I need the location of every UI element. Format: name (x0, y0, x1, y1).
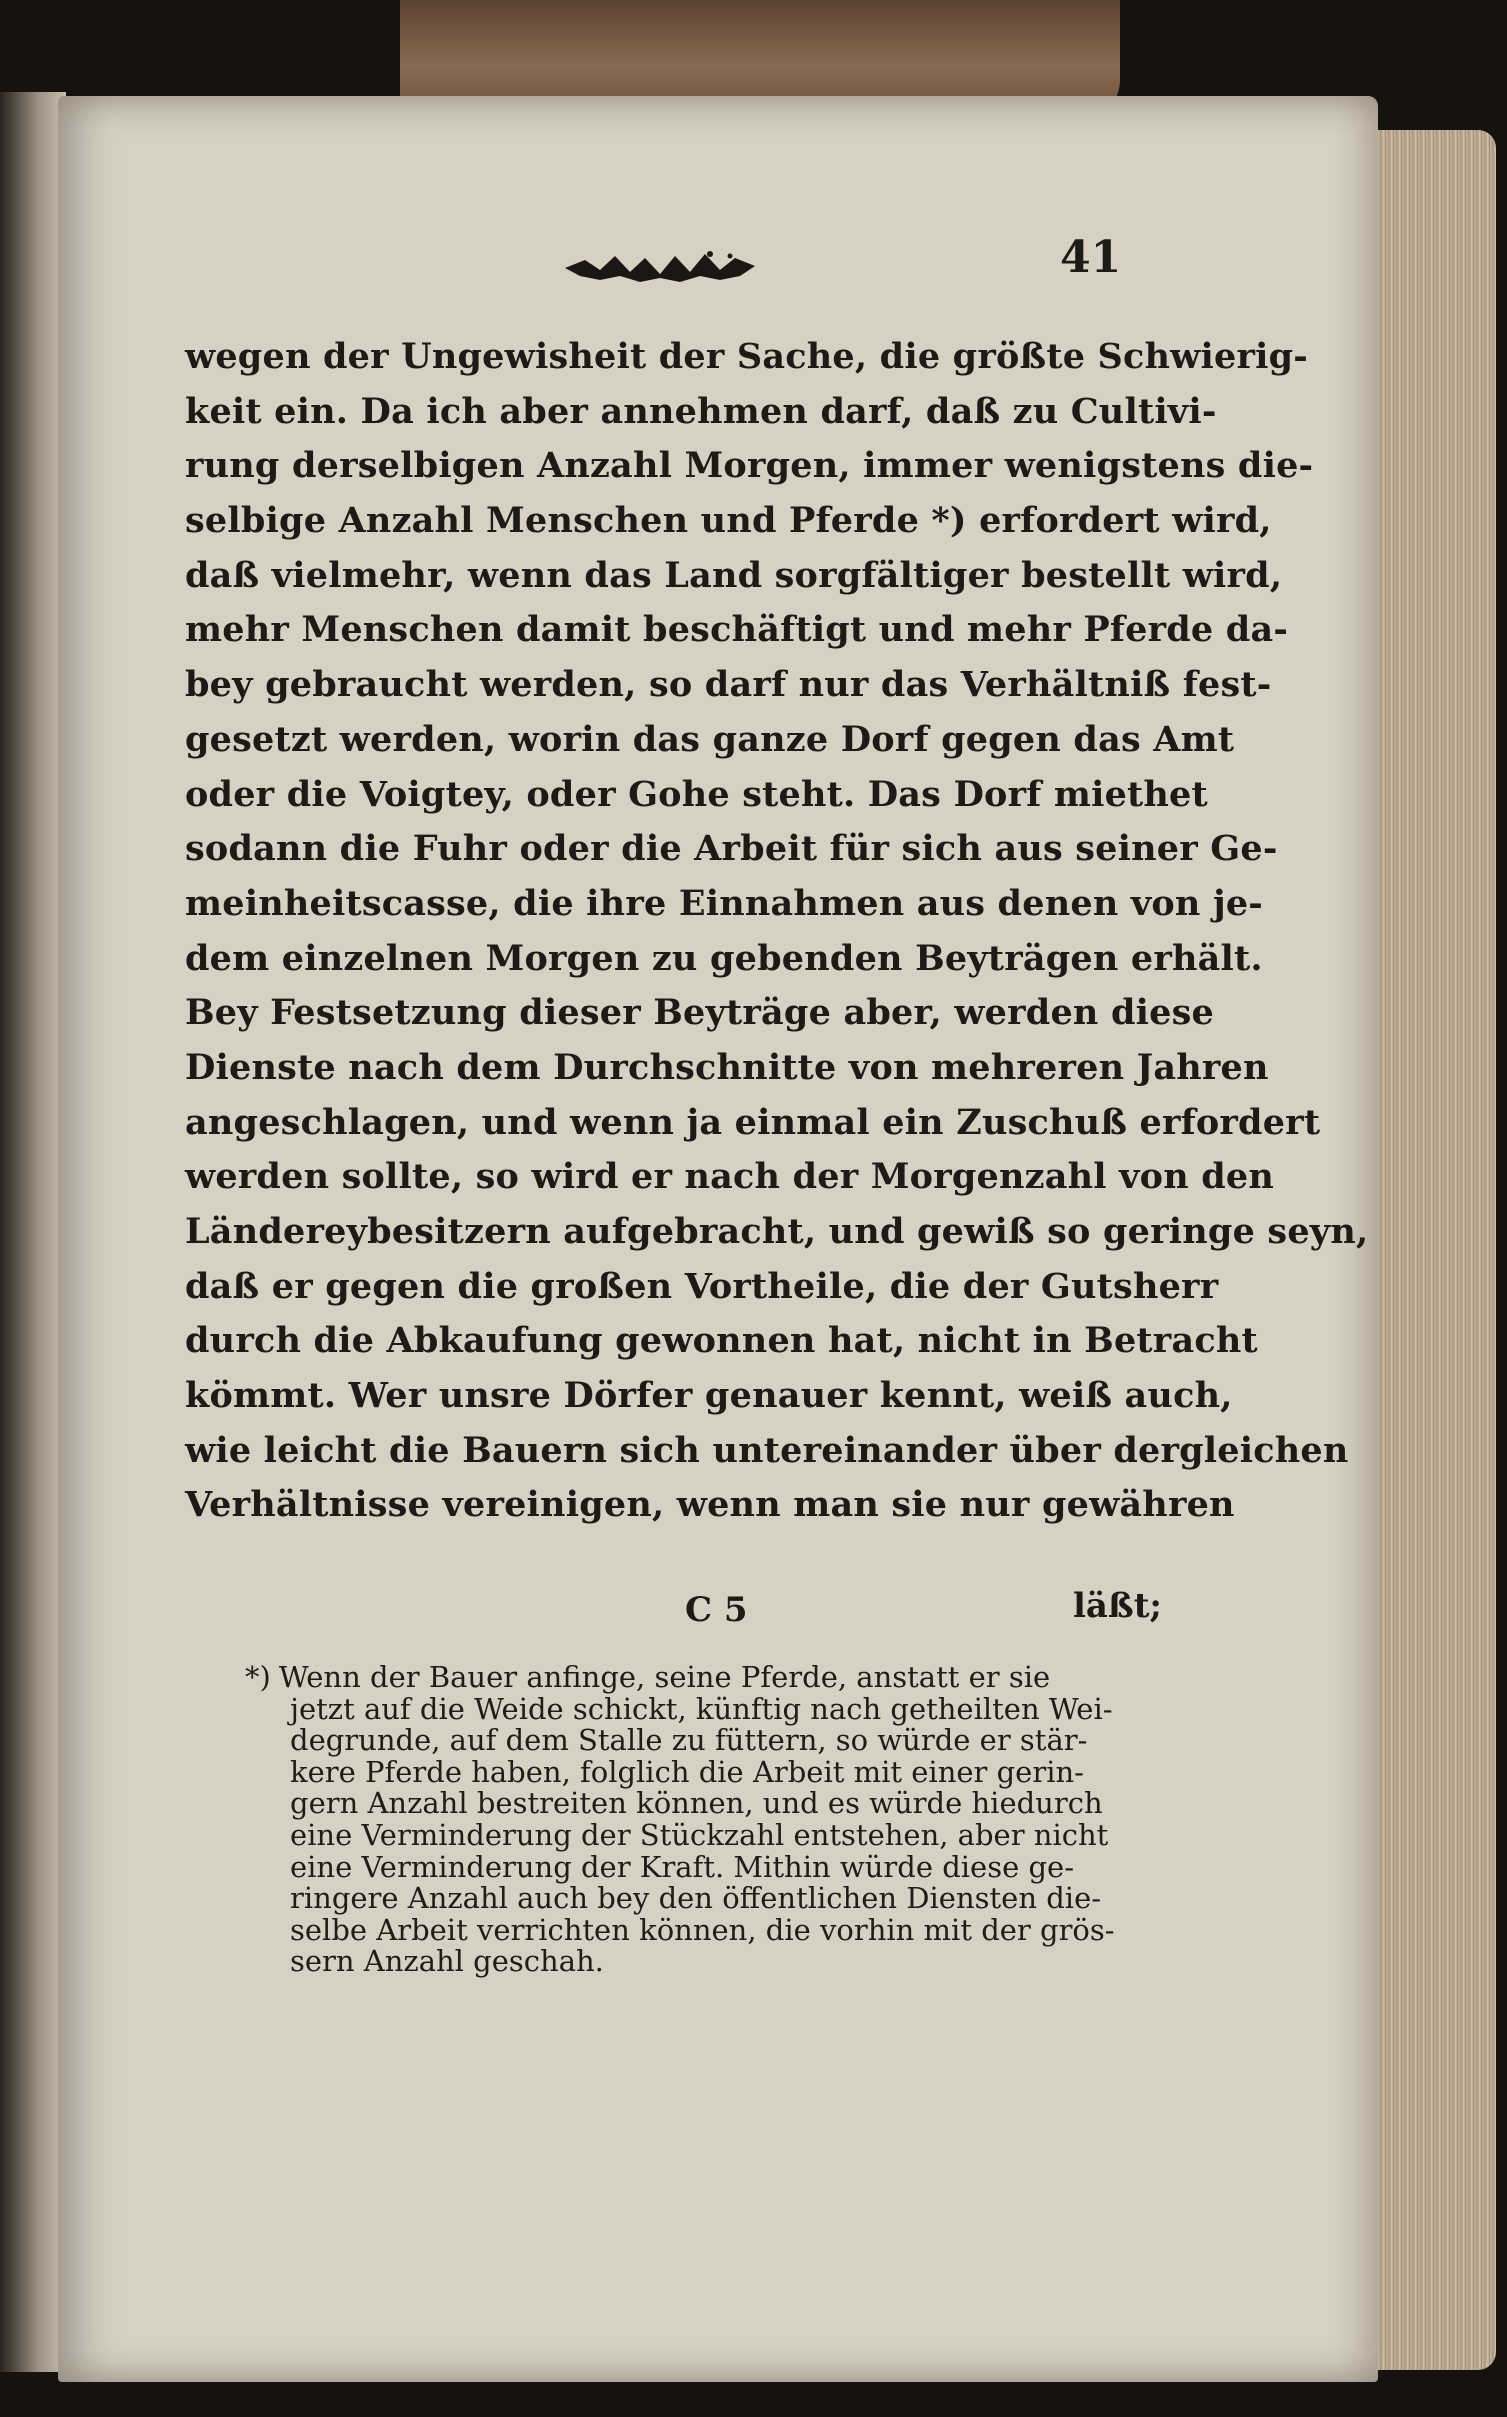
text-line: gesetzt werden, worin das ganze Dorf gegen das Amt (185, 718, 1235, 760)
text-line: dem einzelnen Morgen zu gebenden Beyträgen erhält. (185, 937, 1263, 979)
footnote-line: gern Anzahl bestreiten können, und es würde hiedurch (290, 1786, 1103, 1821)
text-line: durch die Abkaufung gewonnen hat, nicht in Betracht (185, 1320, 1258, 1362)
text-line: keit ein. Da ich aber annehmen darf, daß zu Cultivi- (185, 390, 1217, 432)
text-line: selbige Anzahl Menschen und Pferde *) erfordert wird, (185, 500, 1272, 542)
footnote (245, 1662, 1165, 1978)
text-line: sodann die Fuhr oder die Arbeit für sich aus seiner Ge- (185, 828, 1278, 870)
main-text-block (185, 330, 1369, 1533)
text-line: bey gebraucht werden, so darf nur das Verhältniß fest- (185, 664, 1272, 706)
signature-row (185, 1582, 1185, 1638)
footnote-line: ringere Anzahl auch bey den öffentlichen Diensten die- (290, 1881, 1102, 1916)
footnote-line: eine Verminderung der Stückzahl entstehen, aber nicht (290, 1817, 1109, 1852)
footnote-line: Wenn der Bauer anfinge, seine Pferde, anstatt er sie (278, 1660, 1051, 1694)
text-line: wegen der Ungewisheit der Sache, die größte Schwierig- (185, 336, 1309, 377)
footnote-line: degrunde, auf dem Stalle zu füttern, so würde er stär- (290, 1723, 1088, 1758)
text-line: daß er gegen die großen Vortheile, die der Gutsherr (185, 1265, 1219, 1307)
catchword: läßt; (1072, 1586, 1162, 1626)
text-line: mehr Menschen damit beschäftigt und mehr Pferde da- (185, 609, 1289, 651)
footnote-line: eine Verminderung der Kraft. Mithin würde diese ge- (290, 1849, 1074, 1884)
text-line: werden sollte, so wird er nach der Morgenzahl von den (185, 1156, 1275, 1198)
page-block-edges (1378, 130, 1496, 2370)
text-line: oder die Voigtey, oder Gohe steht. Das Dorf miethet (185, 773, 1208, 815)
text-line: Bey Festsetzung dieser Beyträge aber, werden diese (185, 992, 1214, 1034)
text-line: wie leicht die Bauern sich untereinander über dergleichen (185, 1429, 1349, 1471)
text-line: angeschlagen, und wenn ja einmal ein Zuschuß erfordert (185, 1101, 1321, 1143)
text-line: Ländereybesitzern aufgebracht, und gewiß so geringe seyn, (185, 1211, 1369, 1252)
printer-ornament-icon (560, 246, 760, 290)
page-number: 41 (1060, 232, 1122, 283)
text-line: Dienste nach dem Durchschnitte von mehreren Jahren (185, 1046, 1269, 1088)
footnote-line: selbe Arbeit verrichten können, die vorhin mit der grös- (290, 1912, 1115, 1947)
text-line: daß vielmehr, wenn das Land sorgfältiger bestellt wird, (185, 554, 1283, 596)
facing-page-edge (0, 92, 66, 2372)
signature-mark: C 5 (685, 1590, 748, 1630)
footnote-line: sern Anzahl geschah. (290, 1944, 604, 1979)
text-line: rung derselbigen Anzahl Morgen, immer wenigstens die- (185, 445, 1314, 487)
footnote-marker: *) (245, 1660, 271, 1694)
text-line: Verhältnisse vereinigen, wenn man sie nur gewähren (185, 1484, 1235, 1526)
footnote-line: kere Pferde haben, folglich die Arbeit mit einer gerin- (290, 1754, 1084, 1789)
footnote-line: jetzt auf die Weide schickt, künftig nach getheilten Wei- (290, 1691, 1113, 1726)
text-line: meinheitscasse, die ihre Einnahmen aus denen von je- (185, 882, 1264, 924)
text-line: kömmt. Wer unsre Dörfer genauer kennt, weiß auch, (185, 1375, 1233, 1417)
